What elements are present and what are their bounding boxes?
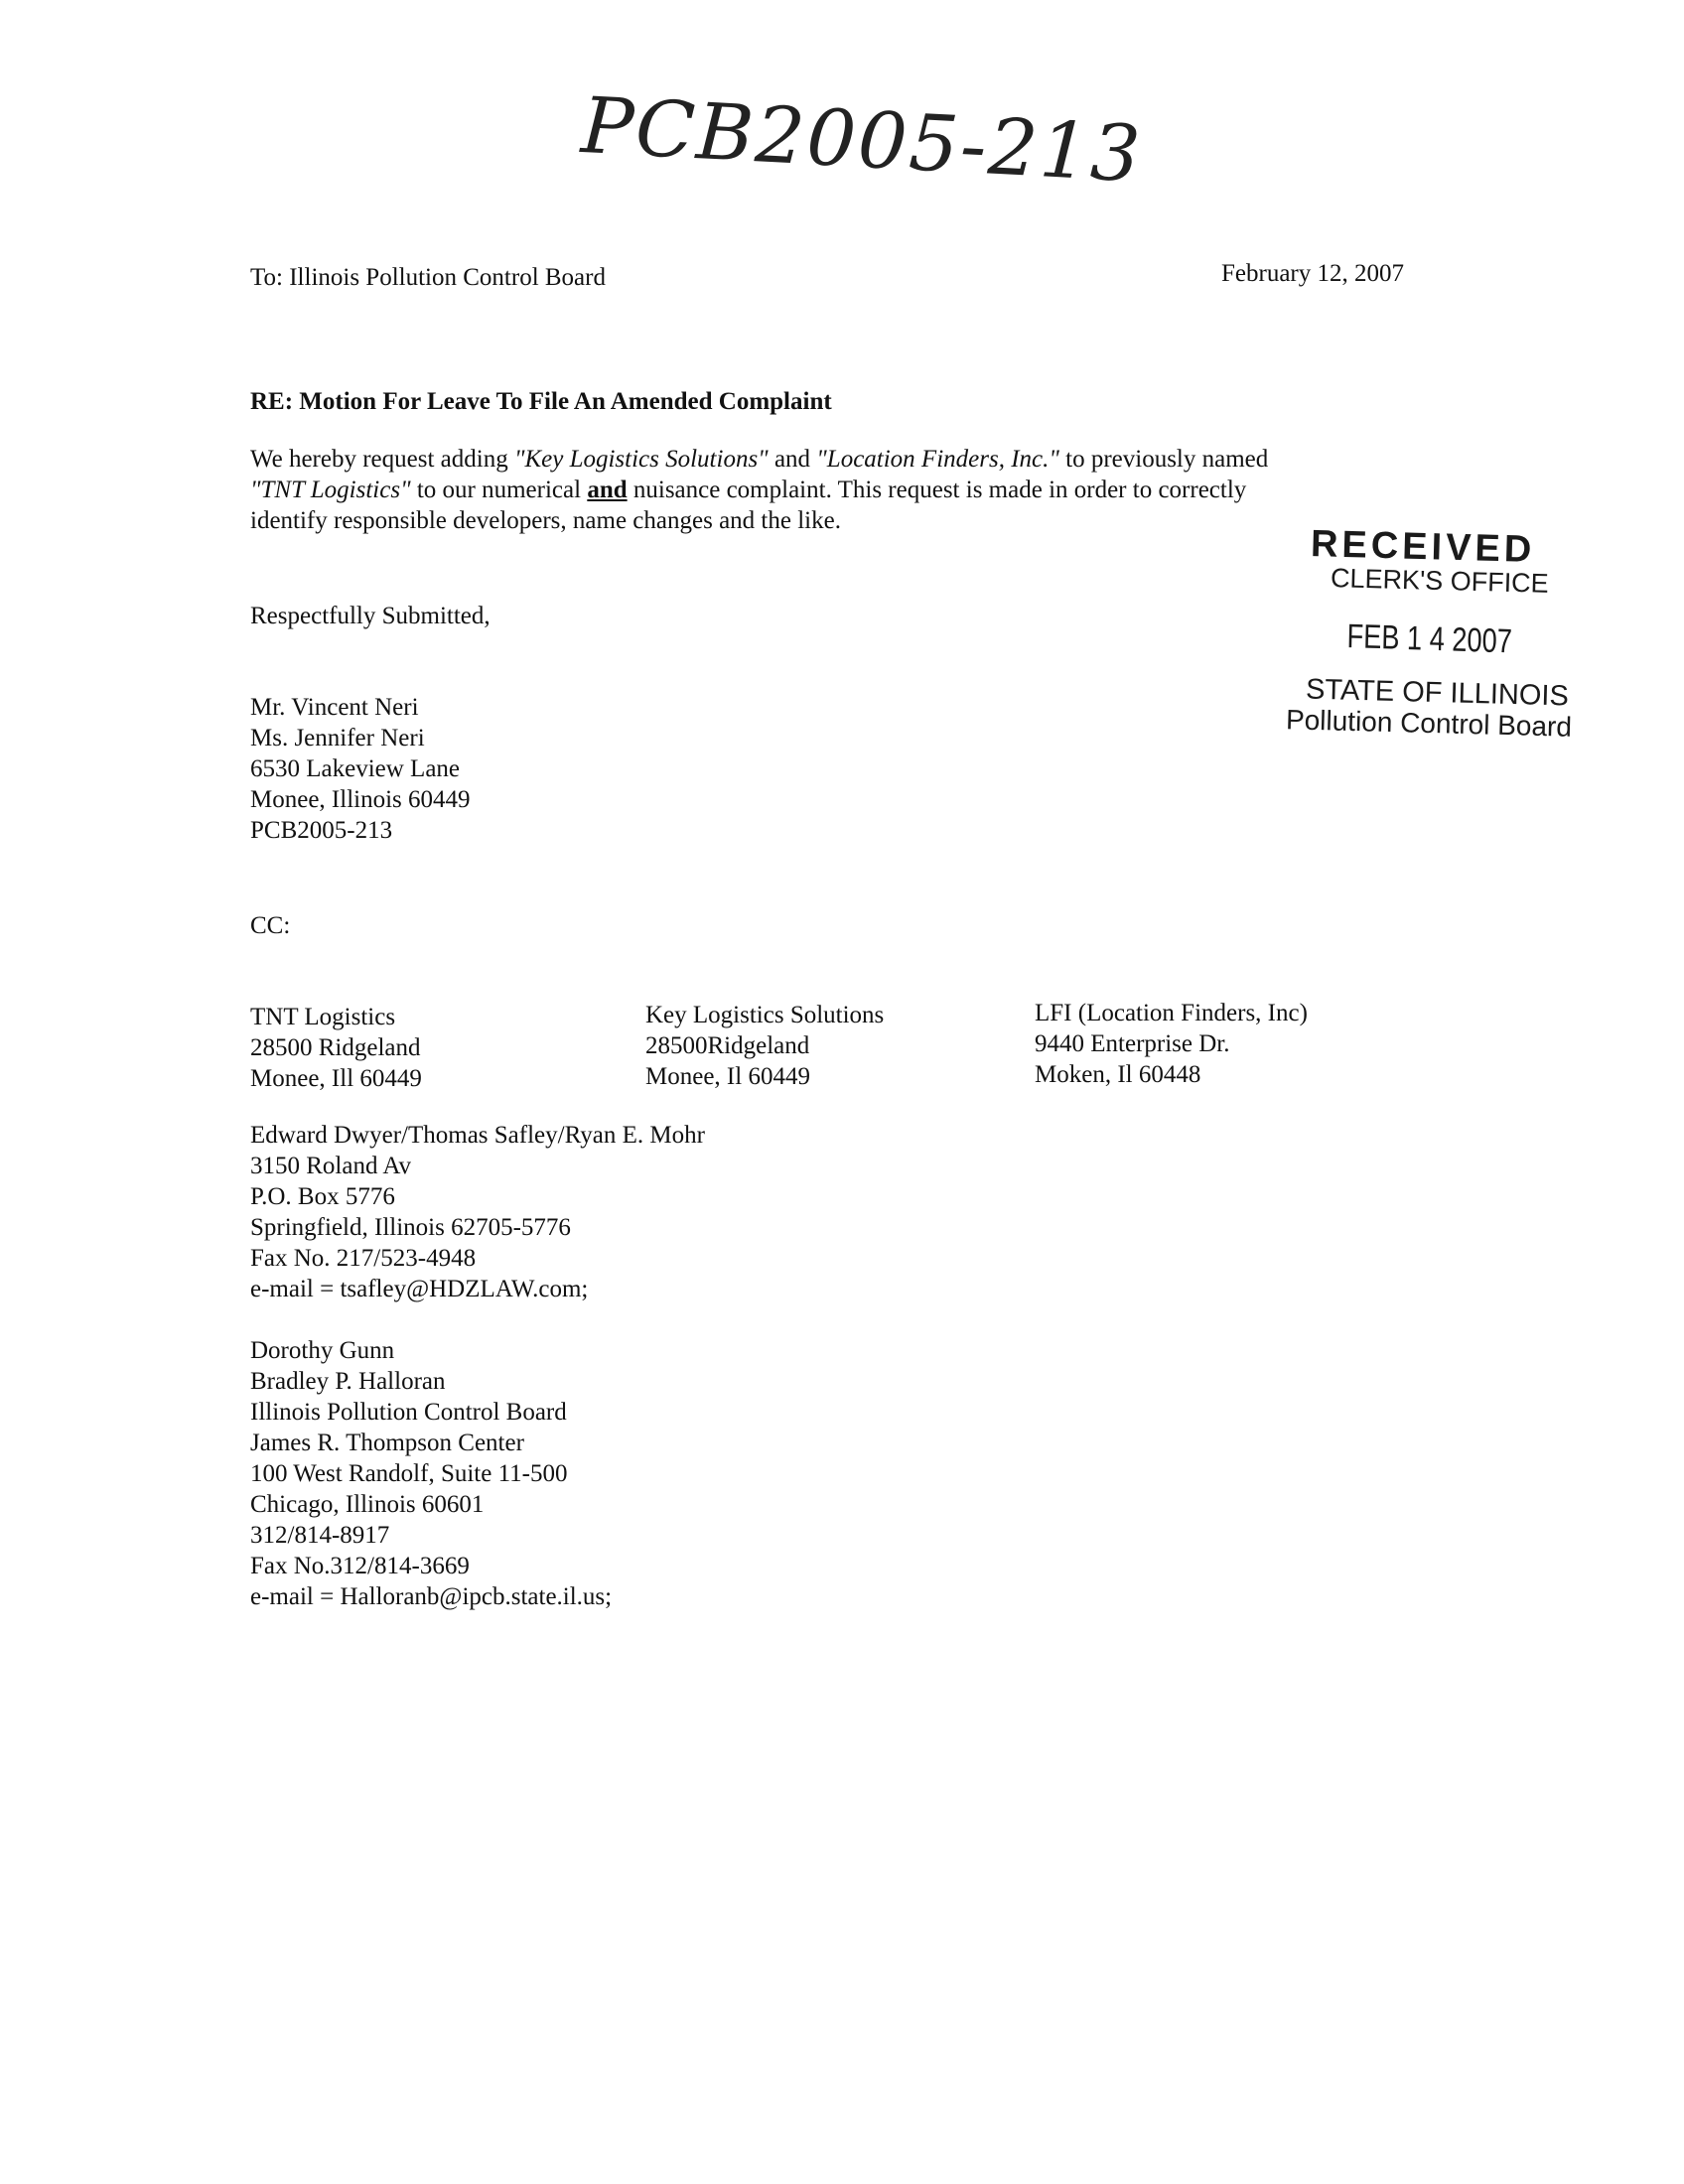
sender-line: 6530 Lakeview Lane [250, 755, 461, 782]
recipient-line: 100 West Randolf, Suite 11-500 [250, 1460, 568, 1487]
recipient-line: Fax No.312/814-3669 [250, 1553, 470, 1579]
recipient-line: 3150 Roland Av [250, 1153, 412, 1179]
body-line-1 [250, 444, 1268, 475]
recipient-line: 312/814-8917 [250, 1522, 390, 1549]
recipient-block-board [250, 1335, 612, 1612]
handwritten-case-number: PCB2005-213 [579, 81, 1145, 201]
recipient-line: Dorothy Gunn [250, 1337, 395, 1364]
body-line-3: identify responsible developers, name changes and the like. [250, 507, 841, 534]
cc-line: 28500Ridgeland [645, 1032, 810, 1059]
cc-label: CC: [250, 912, 291, 939]
body-text-1: We hereby request adding [250, 446, 514, 473]
body-line-2 [250, 475, 1268, 505]
body-paragraph [250, 444, 1268, 536]
stamp-office: CLERK'S OFFICE [1330, 563, 1550, 599]
sender-line: Monee, Illinois 60449 [250, 786, 471, 813]
cc-line: Monee, Il 60449 [645, 1063, 810, 1090]
cc-line: Monee, Ill 60449 [250, 1065, 422, 1092]
body-name-location-finders: "Location Finders, Inc." [816, 446, 1059, 473]
body-text-3: to our numerical [410, 477, 588, 503]
cc-column-tnt [250, 1002, 422, 1094]
cc-line: TNT Logistics [250, 1004, 396, 1030]
recipient-line: Edward Dwyer/Thomas Safley/Ryan E. Mohr [250, 1122, 705, 1149]
cc-line: 28500 Ridgeland [250, 1034, 421, 1061]
sender-line: Mr. Vincent Neri [250, 694, 419, 721]
stamp-date: FEB 1 4 2007 [1346, 617, 1513, 661]
sender-block [250, 692, 471, 846]
cc-line: 9440 Enterprise Dr. [1035, 1030, 1230, 1057]
recipient-line: e-mail = Halloranb@ipcb.state.il.us; [250, 1583, 613, 1610]
recipient-line: Chicago, Illinois 60601 [250, 1491, 485, 1518]
body-text-and: and [768, 446, 817, 473]
sender-line: PCB2005-213 [250, 817, 393, 844]
recipient-block-attorneys [250, 1120, 705, 1304]
stamp-received: RECEIVED [1310, 523, 1536, 571]
body-name-key-logistics: "Key Logistics Solutions" [513, 446, 769, 473]
cc-column-lfi [1035, 998, 1308, 1090]
to-line: To: Illinois Pollution Control Board [250, 264, 606, 291]
cc-line: LFI (Location Finders, Inc) [1035, 1000, 1308, 1026]
recipient-line: e-mail = tsafley@HDZLAW.com; [250, 1276, 589, 1302]
recipient-line: Bradley P. Halloran [250, 1368, 446, 1395]
received-stamp [1281, 523, 1599, 754]
recipient-line: P.O. Box 5776 [250, 1183, 395, 1210]
cc-line: Key Logistics Solutions [645, 1002, 885, 1028]
stamp-board: Pollution Control Board [1285, 704, 1573, 743]
recipient-line: Springfield, Illinois 62705-5776 [250, 1214, 571, 1241]
recipient-line: Illinois Pollution Control Board [250, 1399, 567, 1426]
recipient-line: Fax No. 217/523-4948 [250, 1245, 477, 1272]
body-text-4: nuisance complaint. This request is made in order to correctly [627, 477, 1247, 503]
cc-column-key-logistics [645, 1000, 884, 1092]
cc-line: Moken, Il 60448 [1035, 1061, 1201, 1088]
stamp-state: STATE OF ILLINOIS [1305, 673, 1570, 713]
recipient-line: James R. Thompson Center [250, 1430, 524, 1456]
body-name-tnt: "TNT Logistics" [250, 477, 411, 503]
body-text-2: to previously named [1058, 446, 1269, 473]
sender-line: Ms. Jennifer Neri [250, 725, 425, 751]
subject-line: RE: Motion For Leave To File An Amended Complaint [250, 388, 832, 415]
letter-date: February 12, 2007 [1221, 260, 1404, 287]
closing: Respectfully Submitted, [250, 603, 491, 629]
body-and-underlined: and [587, 477, 628, 503]
